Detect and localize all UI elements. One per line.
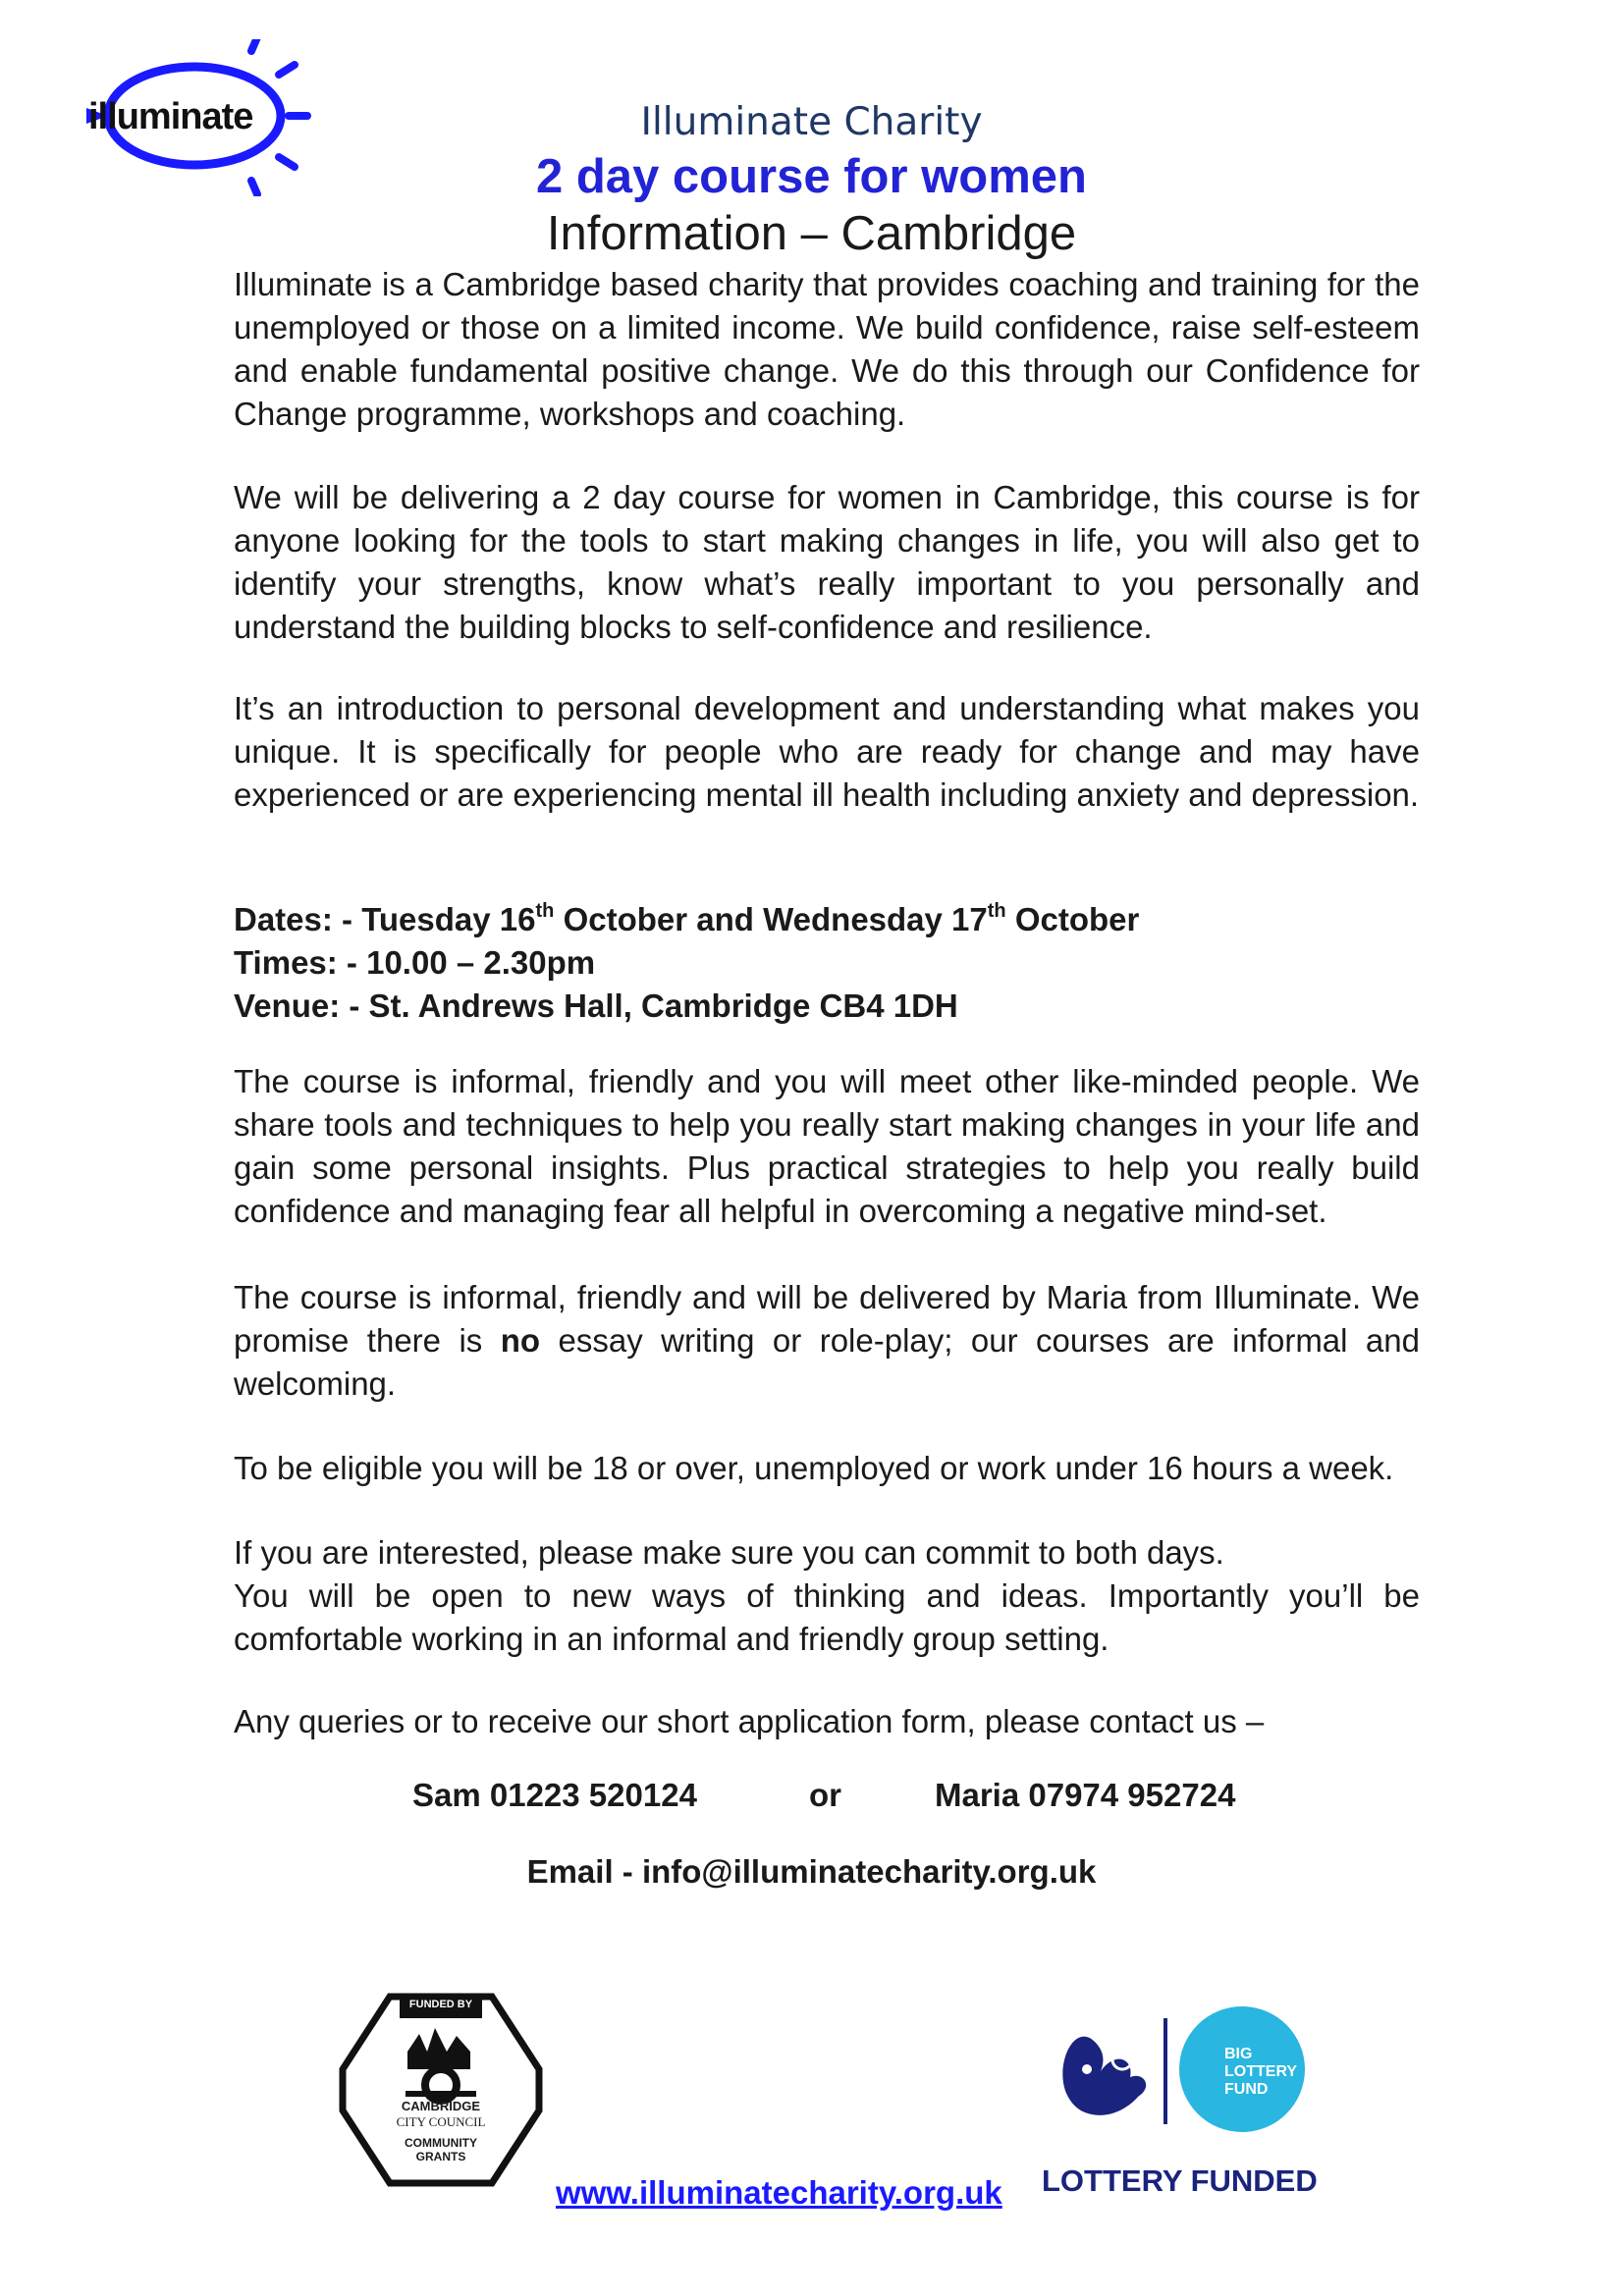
- venue-line: Venue: - St. Andrews Hall, Cambridge CB4 1DH: [234, 988, 958, 1024]
- dates-line: Dates: - Tuesday 16th October and Wednesday 17th October: [234, 900, 1140, 937]
- contact-sam: Sam 01223 520124: [412, 1777, 697, 1813]
- course-details: [234, 898, 1420, 1028]
- contact-maria: Maria 07974 952724: [935, 1777, 1236, 1813]
- paragraph: It’s an introduction to personal development and understanding what makes you unique. It is specifically for people who are ready for change and may have experienced or are experiencing mental ill health including anxiety and depression.: [234, 690, 1420, 813]
- big-lottery-fund-text: BIG LOTTERY FUND: [1224, 2046, 1298, 2098]
- paragraph: The course is informal, friendly and you will meet other like-minded people. We share tools and techniques to help you really start making changes in your life and gain some personal insights. Plus practical strategies to help you really build confidence and managing fear all helpful in overcoming a negative mind-set.: [234, 1063, 1420, 1229]
- org-name: Illuminate Charity: [640, 100, 983, 144]
- paragraph: Illuminate is a Cambridge based charity that provides coaching and training for the unemployed or those on a limited income. We build confidence, raise self-esteem and enable fundamental positive change. We do this through our Confidence for Change programme, workshops and coaching.: [234, 266, 1420, 432]
- times-line: Times: - 10.00 – 2.30pm: [234, 944, 596, 981]
- contact-or: or: [809, 1777, 841, 1813]
- page-title: 2 day course for women: [536, 150, 1087, 203]
- paragraph: We will be delivering a 2 day course for women in Cambridge, this course is for anyone looking for the tools to start making changes in life, you will also get to identify your strengths, know what’s really important to you personally and understand the building blocks to self-confidence and resilience.: [234, 479, 1420, 645]
- introduction-paragraph: [234, 687, 1420, 817]
- informal-paragraph: [234, 1060, 1420, 1233]
- lottery-funded-label: LOTTERY FUNDED: [1042, 2163, 1318, 2198]
- page-subtitle: Information – Cambridge: [546, 207, 1077, 260]
- eligibility-paragraph: To be eligible you will be 18 or over, unemployed or work under 16 hours a week.: [234, 1450, 1394, 1486]
- email-line: Email - info@illuminatecharity.org.uk: [526, 1853, 1097, 1890]
- interest-paragraph: If you are interested, please make sure you can commit to both days. You will be open to new ways of thinking and ideas. Importantly you’ll be comfortable working in an informal and friendly group setting.: [234, 1534, 1420, 1657]
- logo-text-left: ill: [88, 96, 117, 137]
- emphasis-no: no: [500, 1322, 541, 1359]
- promise-paragraph: The course is informal, friendly and will be delivered by Maria from Illuminate. We promise there is no essay writing or role-play; our courses are informal and welcoming.: [234, 1279, 1420, 1402]
- queries-paragraph: Any queries or to receive our short application form, please contact us –: [234, 1703, 1265, 1739]
- intro-paragraph: [234, 263, 1420, 436]
- logo-text-right: uminate: [116, 96, 253, 137]
- city-council-badge: FUNDED BY CAMBRIDGE CITY COUNCIL COMMUNITY GRANTS: [339, 1993, 543, 2187]
- lottery-funded-logo: [1036, 2002, 1330, 2199]
- website-link[interactable]: www.illuminatecharity.org.uk: [556, 2174, 1002, 2211]
- course-paragraph: [234, 476, 1420, 649]
